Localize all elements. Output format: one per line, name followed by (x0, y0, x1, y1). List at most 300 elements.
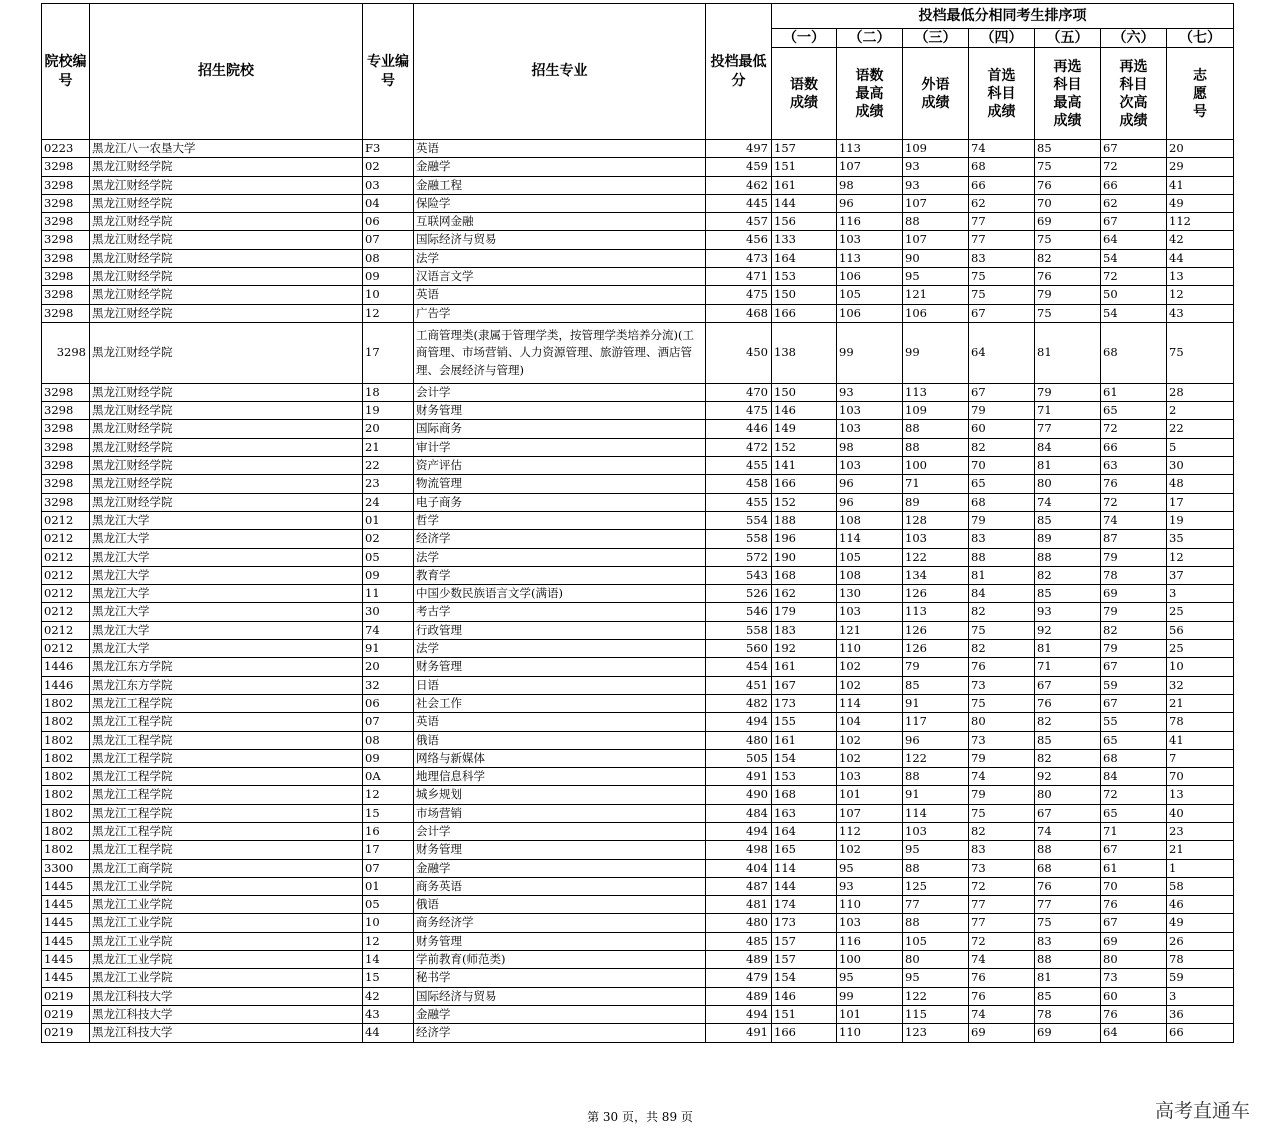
cell-min-score: 485 (706, 932, 772, 950)
cell-min-score: 450 (706, 322, 772, 383)
cell-score-6: 55 (1101, 713, 1167, 731)
cell-major-code: 16 (363, 822, 414, 840)
cell-score-1: 161 (772, 658, 837, 676)
cell-score-4: 84 (969, 585, 1035, 603)
cell-school-code: 3298 (42, 493, 90, 511)
cell-school-code: 1802 (42, 749, 90, 767)
cell-major-name: 财务管理 (414, 402, 706, 420)
cell-score-7: 21 (1167, 841, 1234, 859)
cell-major-code: 06 (363, 213, 414, 231)
cell-score-2: 103 (837, 402, 903, 420)
cell-score-2: 114 (837, 694, 903, 712)
cell-major-code: 06 (363, 694, 414, 712)
cell-school-name: 黑龙江工业学院 (90, 877, 363, 895)
table-row (42, 658, 1234, 676)
cell-score-6: 69 (1101, 585, 1167, 603)
cell-score-3: 109 (903, 402, 969, 420)
table-row (42, 511, 1234, 529)
cell-score-3: 89 (903, 493, 969, 511)
cell-school-name: 黑龙江工程学院 (90, 713, 363, 731)
cell-score-5: 69 (1035, 1024, 1101, 1042)
cell-score-4: 80 (969, 713, 1035, 731)
cell-score-7: 26 (1167, 932, 1234, 950)
cell-score-4: 74 (969, 951, 1035, 969)
cell-score-3: 122 (903, 749, 969, 767)
cell-score-3: 106 (903, 304, 969, 322)
cell-major-code: 17 (363, 841, 414, 859)
table-row (42, 822, 1234, 840)
cell-major-code: 07 (363, 231, 414, 249)
cell-score-4: 88 (969, 548, 1035, 566)
cell-score-2: 116 (837, 213, 903, 231)
cell-score-2: 100 (837, 951, 903, 969)
cell-score-4: 60 (969, 420, 1035, 438)
cell-score-5: 75 (1035, 231, 1101, 249)
cell-score-4: 83 (969, 249, 1035, 267)
cell-score-3: 128 (903, 511, 969, 529)
cell-major-name: 物流管理 (414, 475, 706, 493)
cell-score-1: 146 (772, 987, 837, 1005)
cell-major-code: 02 (363, 158, 414, 176)
cell-min-score: 543 (706, 566, 772, 584)
cell-score-6: 87 (1101, 530, 1167, 548)
cell-score-6: 50 (1101, 286, 1167, 304)
cell-major-code: F3 (363, 140, 414, 158)
cell-score-5: 93 (1035, 603, 1101, 621)
table-row (42, 731, 1234, 749)
cell-major-name: 学前教育(师范类) (414, 951, 706, 969)
cell-major-code: 22 (363, 457, 414, 475)
cell-min-score: 505 (706, 749, 772, 767)
cell-score-7: 36 (1167, 1005, 1234, 1023)
cell-major-name: 金融工程 (414, 176, 706, 194)
cell-score-4: 83 (969, 841, 1035, 859)
table-row (42, 457, 1234, 475)
cell-score-6: 67 (1101, 140, 1167, 158)
table-row (42, 621, 1234, 639)
cell-min-score: 560 (706, 640, 772, 658)
cell-score-4: 75 (969, 804, 1035, 822)
cell-score-6: 82 (1101, 621, 1167, 639)
cell-score-1: 188 (772, 511, 837, 529)
cell-school-name: 黑龙江财经学院 (90, 402, 363, 420)
cell-major-name: 电子商务 (414, 493, 706, 511)
cell-score-3: 126 (903, 640, 969, 658)
cell-school-name: 黑龙江财经学院 (90, 457, 363, 475)
cell-major-code: 12 (363, 786, 414, 804)
table-row (42, 420, 1234, 438)
cell-school-name: 黑龙江工业学院 (90, 951, 363, 969)
cell-school-name: 黑龙江财经学院 (90, 213, 363, 231)
header-order-4: （四） (969, 29, 1035, 48)
cell-school-name: 黑龙江财经学院 (90, 194, 363, 212)
cell-major-code: 11 (363, 585, 414, 603)
cell-score-7: 21 (1167, 694, 1234, 712)
cell-score-4: 74 (969, 1005, 1035, 1023)
cell-score-3: 126 (903, 585, 969, 603)
cell-score-7: 48 (1167, 475, 1234, 493)
cell-score-7: 3 (1167, 987, 1234, 1005)
header-sub-3: 外语成绩 (903, 48, 969, 140)
cell-school-name: 黑龙江大学 (90, 585, 363, 603)
cell-school-code: 1445 (42, 951, 90, 969)
cell-score-1: 154 (772, 749, 837, 767)
cell-score-3: 95 (903, 969, 969, 987)
header-major-code: 专业编号 (363, 4, 414, 140)
header-order-6: （六） (1101, 29, 1167, 48)
cell-score-6: 67 (1101, 658, 1167, 676)
cell-score-6: 66 (1101, 438, 1167, 456)
cell-score-1: 165 (772, 841, 837, 859)
cell-score-7: 28 (1167, 383, 1234, 401)
cell-major-code: 04 (363, 194, 414, 212)
cell-major-name: 城乡规划 (414, 786, 706, 804)
cell-score-5: 76 (1035, 694, 1101, 712)
cell-score-5: 68 (1035, 859, 1101, 877)
table-row (42, 841, 1234, 859)
cell-score-4: 82 (969, 640, 1035, 658)
cell-score-5: 84 (1035, 438, 1101, 456)
cell-score-5: 82 (1035, 749, 1101, 767)
table-row (42, 213, 1234, 231)
table-row (42, 402, 1234, 420)
cell-score-2: 99 (837, 322, 903, 383)
cell-school-code: 0223 (42, 140, 90, 158)
cell-score-7: 49 (1167, 914, 1234, 932)
cell-score-2: 107 (837, 804, 903, 822)
cell-score-7: 59 (1167, 969, 1234, 987)
cell-major-code: 42 (363, 987, 414, 1005)
table-row (42, 694, 1234, 712)
cell-major-code: 23 (363, 475, 414, 493)
header-order-2: （二） (837, 29, 903, 48)
cell-min-score: 480 (706, 914, 772, 932)
cell-school-name: 黑龙江工程学院 (90, 768, 363, 786)
cell-major-name: 国际经济与贸易 (414, 231, 706, 249)
cell-school-code: 3298 (42, 249, 90, 267)
cell-min-score: 481 (706, 896, 772, 914)
table-row (42, 548, 1234, 566)
cell-score-6: 65 (1101, 731, 1167, 749)
cell-score-6: 68 (1101, 749, 1167, 767)
cell-score-6: 76 (1101, 1005, 1167, 1023)
cell-score-6: 64 (1101, 1024, 1167, 1042)
cell-major-name: 财务管理 (414, 658, 706, 676)
cell-school-code: 3298 (42, 158, 90, 176)
cell-school-name: 黑龙江工业学院 (90, 914, 363, 932)
cell-score-2: 114 (837, 530, 903, 548)
cell-score-5: 85 (1035, 511, 1101, 529)
cell-score-6: 60 (1101, 987, 1167, 1005)
cell-score-4: 79 (969, 402, 1035, 420)
cell-school-code: 3298 (42, 457, 90, 475)
cell-score-1: 149 (772, 420, 837, 438)
cell-score-5: 82 (1035, 566, 1101, 584)
cell-score-1: 152 (772, 438, 837, 456)
cell-min-score: 482 (706, 694, 772, 712)
cell-major-name: 秘书学 (414, 969, 706, 987)
cell-score-2: 102 (837, 841, 903, 859)
cell-score-3: 80 (903, 951, 969, 969)
cell-min-score: 451 (706, 676, 772, 694)
cell-score-5: 88 (1035, 951, 1101, 969)
cell-score-3: 117 (903, 713, 969, 731)
cell-score-2: 103 (837, 914, 903, 932)
cell-score-4: 68 (969, 493, 1035, 511)
cell-major-code: 08 (363, 731, 414, 749)
cell-major-name: 法学 (414, 640, 706, 658)
table-row (42, 1024, 1234, 1042)
cell-school-code: 0219 (42, 1024, 90, 1042)
cell-major-name: 经济学 (414, 1024, 706, 1042)
cell-major-code: 02 (363, 530, 414, 548)
table-row (42, 1005, 1234, 1023)
cell-major-name: 俄语 (414, 731, 706, 749)
header-min-score: 投档最低分 (706, 4, 772, 140)
cell-score-7: 23 (1167, 822, 1234, 840)
cell-school-name: 黑龙江科技大学 (90, 987, 363, 1005)
table-row (42, 268, 1234, 286)
cell-score-6: 59 (1101, 676, 1167, 694)
cell-min-score: 472 (706, 438, 772, 456)
cell-major-code: 15 (363, 969, 414, 987)
cell-school-name: 黑龙江工程学院 (90, 786, 363, 804)
cell-score-2: 96 (837, 493, 903, 511)
cell-major-name: 财务管理 (414, 841, 706, 859)
header-sub-4: 首选科目成绩 (969, 48, 1035, 140)
cell-score-7: 42 (1167, 231, 1234, 249)
table-row (42, 859, 1234, 877)
cell-major-name: 地理信息科学 (414, 768, 706, 786)
cell-score-6: 84 (1101, 768, 1167, 786)
cell-score-5: 71 (1035, 402, 1101, 420)
cell-school-name: 黑龙江八一农垦大学 (90, 140, 363, 158)
cell-score-7: 17 (1167, 493, 1234, 511)
cell-score-3: 96 (903, 731, 969, 749)
cell-score-2: 107 (837, 158, 903, 176)
cell-score-2: 110 (837, 640, 903, 658)
cell-major-name: 哲学 (414, 511, 706, 529)
cell-score-1: 190 (772, 548, 837, 566)
cell-school-name: 黑龙江工业学院 (90, 896, 363, 914)
cell-score-5: 81 (1035, 322, 1101, 383)
cell-score-7: 12 (1167, 286, 1234, 304)
cell-score-7: 20 (1167, 140, 1234, 158)
cell-score-5: 76 (1035, 268, 1101, 286)
cell-major-name: 国际经济与贸易 (414, 987, 706, 1005)
cell-score-7: 66 (1167, 1024, 1234, 1042)
cell-min-score: 487 (706, 877, 772, 895)
cell-score-4: 77 (969, 231, 1035, 249)
cell-score-2: 99 (837, 987, 903, 1005)
page-footer: 第 30 页，共 89 页 (587, 1110, 693, 1124)
cell-score-3: 79 (903, 658, 969, 676)
cell-score-2: 110 (837, 896, 903, 914)
cell-major-name: 网络与新媒体 (414, 749, 706, 767)
table-row (42, 383, 1234, 401)
cell-school-name: 黑龙江财经学院 (90, 231, 363, 249)
cell-score-6: 80 (1101, 951, 1167, 969)
cell-major-code: 10 (363, 914, 414, 932)
cell-major-name: 英语 (414, 713, 706, 731)
cell-major-name: 会计学 (414, 383, 706, 401)
cell-score-7: 30 (1167, 457, 1234, 475)
cell-score-2: 95 (837, 969, 903, 987)
cell-score-2: 106 (837, 268, 903, 286)
cell-score-3: 122 (903, 548, 969, 566)
cell-score-5: 70 (1035, 194, 1101, 212)
cell-school-code: 3298 (42, 304, 90, 322)
cell-score-1: 183 (772, 621, 837, 639)
cell-school-code: 3298 (42, 438, 90, 456)
cell-score-6: 64 (1101, 231, 1167, 249)
cell-major-name: 保险学 (414, 194, 706, 212)
cell-school-name: 黑龙江财经学院 (90, 286, 363, 304)
table-row (42, 585, 1234, 603)
cell-score-5: 85 (1035, 987, 1101, 1005)
cell-min-score: 558 (706, 530, 772, 548)
cell-score-2: 104 (837, 713, 903, 731)
cell-major-name: 经济学 (414, 530, 706, 548)
cell-score-1: 157 (772, 140, 837, 158)
cell-major-code: 21 (363, 438, 414, 456)
cell-score-5: 76 (1035, 176, 1101, 194)
cell-major-code: 03 (363, 176, 414, 194)
cell-score-1: 173 (772, 914, 837, 932)
cell-score-4: 73 (969, 731, 1035, 749)
cell-score-4: 83 (969, 530, 1035, 548)
cell-score-5: 74 (1035, 822, 1101, 840)
cell-major-code: 32 (363, 676, 414, 694)
cell-score-1: 114 (772, 859, 837, 877)
cell-score-7: 12 (1167, 548, 1234, 566)
cell-score-1: 163 (772, 804, 837, 822)
cell-score-1: 162 (772, 585, 837, 603)
cell-min-score: 455 (706, 457, 772, 475)
cell-major-name: 工商管理类(隶属于管理学类，按管理学类培养分流)(工商管理、市场营销、人力资源管理、旅游管理、酒店管理、会展经济与管理) (414, 322, 706, 383)
cell-major-code: 07 (363, 859, 414, 877)
cell-min-score: 546 (706, 603, 772, 621)
cell-min-score: 462 (706, 176, 772, 194)
cell-score-3: 90 (903, 249, 969, 267)
cell-major-code: 10 (363, 286, 414, 304)
cell-school-name: 黑龙江大学 (90, 603, 363, 621)
cell-major-name: 互联网金融 (414, 213, 706, 231)
cell-school-name: 黑龙江工程学院 (90, 841, 363, 859)
cell-score-6: 79 (1101, 548, 1167, 566)
cell-score-3: 107 (903, 194, 969, 212)
cell-score-2: 106 (837, 304, 903, 322)
cell-school-code: 0212 (42, 566, 90, 584)
cell-score-2: 105 (837, 548, 903, 566)
cell-score-2: 121 (837, 621, 903, 639)
cell-score-3: 95 (903, 841, 969, 859)
cell-major-name: 社会工作 (414, 694, 706, 712)
cell-score-7: 40 (1167, 804, 1234, 822)
cell-score-2: 116 (837, 932, 903, 950)
cell-score-2: 130 (837, 585, 903, 603)
cell-score-4: 76 (969, 987, 1035, 1005)
cell-score-1: 173 (772, 694, 837, 712)
cell-score-1: 179 (772, 603, 837, 621)
cell-score-1: 174 (772, 896, 837, 914)
cell-min-score: 446 (706, 420, 772, 438)
cell-score-3: 123 (903, 1024, 969, 1042)
cell-score-7: 25 (1167, 603, 1234, 621)
cell-score-5: 69 (1035, 213, 1101, 231)
cell-score-7: 22 (1167, 420, 1234, 438)
cell-min-score: 455 (706, 493, 772, 511)
cell-score-1: 192 (772, 640, 837, 658)
cell-school-code: 3298 (42, 194, 90, 212)
cell-score-5: 85 (1035, 140, 1101, 158)
cell-school-code: 3298 (42, 475, 90, 493)
cell-school-code: 1445 (42, 932, 90, 950)
cell-score-6: 61 (1101, 859, 1167, 877)
cell-major-name: 汉语言文学 (414, 268, 706, 286)
header-major: 招生专业 (414, 4, 706, 140)
cell-major-code: 44 (363, 1024, 414, 1042)
cell-score-4: 72 (969, 932, 1035, 950)
cell-score-5: 79 (1035, 286, 1101, 304)
cell-score-1: 153 (772, 268, 837, 286)
cell-school-code: 1446 (42, 676, 90, 694)
cell-score-6: 67 (1101, 914, 1167, 932)
cell-major-code: 91 (363, 640, 414, 658)
cell-score-5: 75 (1035, 304, 1101, 322)
cell-major-name: 行政管理 (414, 621, 706, 639)
cell-score-5: 81 (1035, 457, 1101, 475)
cell-school-name: 黑龙江财经学院 (90, 176, 363, 194)
table-row (42, 969, 1234, 987)
cell-school-name: 黑龙江工程学院 (90, 694, 363, 712)
cell-min-score: 490 (706, 786, 772, 804)
cell-min-score: 554 (706, 511, 772, 529)
cell-score-5: 80 (1035, 475, 1101, 493)
cell-major-code: 20 (363, 420, 414, 438)
cell-score-5: 88 (1035, 841, 1101, 859)
cell-major-code: 09 (363, 268, 414, 286)
cell-score-5: 82 (1035, 713, 1101, 731)
cell-score-7: 37 (1167, 566, 1234, 584)
cell-score-3: 93 (903, 158, 969, 176)
cell-score-4: 81 (969, 566, 1035, 584)
cell-score-3: 77 (903, 896, 969, 914)
cell-school-code: 1802 (42, 713, 90, 731)
cell-score-3: 126 (903, 621, 969, 639)
cell-major-code: 09 (363, 566, 414, 584)
cell-school-code: 0212 (42, 585, 90, 603)
cell-score-3: 100 (903, 457, 969, 475)
cell-score-6: 65 (1101, 804, 1167, 822)
cell-major-code: 0A (363, 768, 414, 786)
cell-score-5: 75 (1035, 914, 1101, 932)
table-row (42, 987, 1234, 1005)
cell-score-2: 102 (837, 749, 903, 767)
cell-score-3: 95 (903, 268, 969, 286)
cell-score-6: 68 (1101, 322, 1167, 383)
cell-score-4: 82 (969, 438, 1035, 456)
cell-score-3: 103 (903, 822, 969, 840)
cell-school-code: 1802 (42, 694, 90, 712)
cell-school-code: 0212 (42, 603, 90, 621)
cell-score-4: 65 (969, 475, 1035, 493)
table-row (42, 676, 1234, 694)
cell-score-2: 102 (837, 676, 903, 694)
cell-score-7: 13 (1167, 786, 1234, 804)
cell-score-4: 79 (969, 749, 1035, 767)
cell-score-3: 88 (903, 768, 969, 786)
